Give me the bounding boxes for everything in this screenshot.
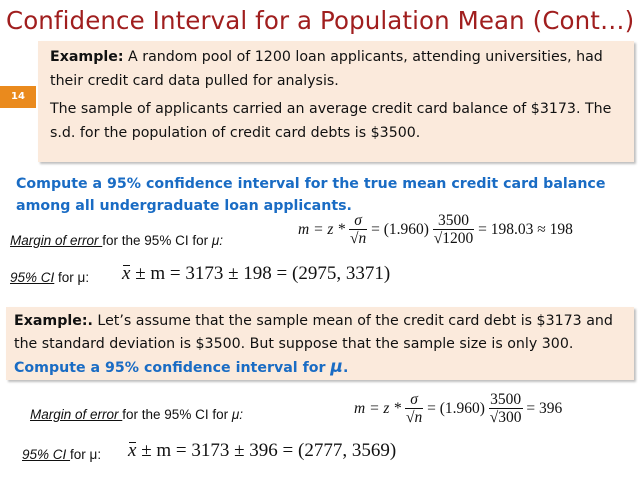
moe-2-eq1: = (1.960) xyxy=(427,400,485,418)
ci-formula-2 xyxy=(128,440,396,462)
moe-1-numerator: 3500 xyxy=(438,212,470,229)
margin-of-error-label-2 xyxy=(30,407,243,422)
moe-2-rest: for the 95% CI for xyxy=(122,407,232,422)
moe-2-den-value: 300 xyxy=(498,409,522,427)
margin-of-error-label-1 xyxy=(10,233,223,248)
compute-instruction-1: Compute a 95% confidence interval for the true mean credit card balance among all undergraduate loan applicants. xyxy=(16,176,606,214)
example-box-2 xyxy=(6,307,634,380)
example-2-paragraph xyxy=(14,310,628,380)
moe-1-rest: for the 95% CI for xyxy=(102,233,212,248)
moe-2-m-eq: m = z * xyxy=(354,400,402,418)
moe-1-n: √n xyxy=(349,230,367,248)
moe-1-sigma: σ xyxy=(354,212,362,229)
example-2-mu: μ xyxy=(330,357,343,377)
moe-2-n-value: n xyxy=(414,409,423,427)
example-1-label: Example: xyxy=(50,49,124,65)
slide-title: Confidence Interval for a Population Mean (Cont…) xyxy=(6,6,635,35)
moe-1-underlined-label: Margin of error xyxy=(10,233,103,248)
margin-of-error-formula-2 xyxy=(354,392,562,427)
moe-2-underlined-label: Margin of error xyxy=(30,407,123,422)
example-2-text: Let’s assume that the sample mean of the credit card debt is $3173 and the standard deviation is $3500. But suppose that the sample size is only 300. xyxy=(14,313,613,352)
moe-2-mu: μ: xyxy=(231,407,243,422)
ci-1-xbar: x xyxy=(122,263,131,284)
example-2-label: Example:. xyxy=(14,313,93,329)
moe-1-m-eq: m = z * xyxy=(298,221,346,239)
example-1-text-1: A random pool of 1200 loan applicants, attending universities, had their credit card data pulled for analysis. xyxy=(50,49,603,89)
moe-2-result: = 396 xyxy=(526,400,563,418)
moe-1-mu: μ: xyxy=(211,233,223,248)
example-1-paragraph-1 xyxy=(50,45,626,93)
ci-2-rest: for μ: xyxy=(70,447,102,462)
ci-2-xbar: x xyxy=(128,440,137,461)
moe-1-denominator: √1200 xyxy=(433,230,474,248)
example-2-end: . xyxy=(342,360,349,376)
margin-of-error-formula-1 xyxy=(298,213,573,248)
ci-label-2 xyxy=(22,447,101,462)
moe-2-sigma: σ xyxy=(410,391,418,408)
example-1-text-2: The sample of applicants carried an average credit card balance of $3173. The s.d. for the population of credit card debts is $3500. xyxy=(50,101,612,141)
ci-2-expression: ± m = 3173 ± 396 = (2777, 3569) xyxy=(136,440,397,461)
moe-1-eq1: = (1.960) xyxy=(371,221,429,239)
ci-label-1 xyxy=(10,270,89,285)
fraction-3500-over-300 xyxy=(489,392,523,427)
example-box-1 xyxy=(38,41,634,162)
moe-2-denominator: √300 xyxy=(489,409,522,427)
slide-number-badge: 14 xyxy=(0,86,36,108)
moe-2-numerator: 3500 xyxy=(490,391,522,408)
moe-1-n-value: n xyxy=(358,230,367,248)
ci-formula-1 xyxy=(122,263,390,285)
ci-2-underlined-label: 95% CI xyxy=(22,447,71,462)
moe-2-n: √n xyxy=(405,409,423,427)
sigma-over-root-n-2 xyxy=(405,392,423,427)
fraction-3500-over-1200 xyxy=(433,213,475,248)
ci-1-expression: ± m = 3173 ± 198 = (2975, 3371) xyxy=(130,263,391,284)
ci-1-rest: for μ: xyxy=(54,270,90,285)
moe-1-den-value: 1200 xyxy=(442,230,474,248)
ci-1-underlined-label: 95% CI xyxy=(10,270,55,285)
example-2-compute: Compute a 95% confidence interval for xyxy=(14,360,331,376)
sigma-over-root-n-1 xyxy=(349,213,367,248)
moe-1-result: = 198.03 ≈ 198 xyxy=(478,221,573,239)
